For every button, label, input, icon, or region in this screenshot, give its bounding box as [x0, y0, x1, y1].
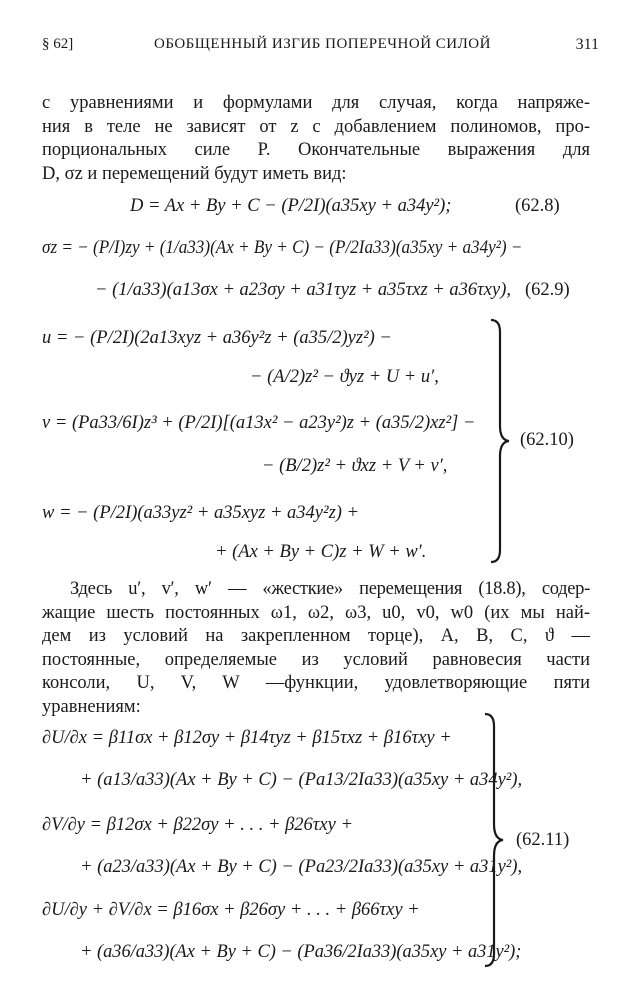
equation-v-line1: v = (Pa33/6I)z³ + (P/2I)[(a13x² − a23y²)z + (a35/2)xz²] −: [42, 413, 476, 433]
text-line: порциональных силе P. Окончательные выражения для: [42, 140, 590, 160]
text-line: уравнениям:: [42, 696, 141, 717]
text-line: консоли, U, V, W —функции, удовлетворяющие пяти: [42, 673, 590, 693]
equation-62-11-line6: + (a36/a33)(Ax + By + C) − (Pa36/2Ia33)(a35xy + a31y²);: [80, 942, 522, 962]
equation-62-11-line4: + (a23/a33)(Ax + By + C) − (Pa23/2Ia33)(a35xy + a31y²),: [80, 857, 523, 877]
equation-62-11-line3: ∂V/∂y = β12σx + β22σy + . . . + β26τxy +: [42, 815, 353, 835]
equation-62-11-line1: ∂U/∂x = β11σx + β12σy + β14τyz + β15τxz + β16τxy +: [42, 728, 452, 748]
text-line: ния в теле не зависят от z с добавлением полиномов, про-: [42, 116, 590, 137]
equation-tag: (62.9): [525, 280, 570, 300]
equation-u-line2: − (A/2)z² − ϑyz + U + u′,: [250, 367, 439, 387]
equation-tag: (62.11): [516, 830, 570, 850]
equation-tag: (62.10): [520, 430, 574, 450]
text-line: Здесь u′, v′, w′ — «жесткие» перемещения (18.8), содер-: [70, 579, 590, 599]
text-line: D, σz и перемещений будут иметь вид:: [42, 163, 347, 184]
text-line: постоянные, определяемые из условий равновесия части: [42, 649, 590, 670]
intro-paragraph: [42, 92, 590, 186]
equation-u-line1: u = − (P/2I)(2a13xyz + a36y²z + (a35/2)yz²) −: [42, 328, 392, 348]
chapter-title: ОБОБЩЕННЫЙ ИЗГИБ ПОПЕРЕЧНОЙ СИЛОЙ: [154, 36, 491, 52]
equation-62-9-line2: − (1/a33)(a13σx + a23σy + a31τyz + a35τxz + a36τxy),: [95, 280, 511, 300]
equation-62-9-line1: σz = − (P/I)zy + (1/a33)(Ax + By + C) − (P/2Ia33)(a35xy + a34y²) −: [42, 238, 523, 258]
equation-62-11-line2: + (a13/a33)(Ax + By + C) − (Pa13/2Ia33)(a35xy + a34y²),: [80, 770, 523, 790]
section-marker: § 62]: [42, 36, 74, 52]
right-brace: [488, 318, 512, 564]
running-head: [42, 36, 599, 60]
page-number: 311: [575, 36, 599, 53]
equation-62-11-line5: ∂U/∂y + ∂V/∂x = β16σx + β26σy + . . . + β66τxy +: [42, 900, 420, 920]
middle-paragraph: [42, 578, 590, 719]
equation-w-line2: + (Ax + By + C)z + W + w′.: [215, 542, 427, 562]
equation-tag: (62.8): [515, 196, 560, 216]
equation-w-line1: w = − (P/2I)(a33yz² + a35xyz + a34y²z) +: [42, 503, 360, 523]
equation-v-line2: − (B/2)z² + ϑxz + V + v′,: [262, 456, 448, 476]
equation-62-8: D = Ax + By + C − (P/2I)(a35xy + a34y²);: [130, 196, 452, 216]
text-line: дем из условий на закрепленном торце), A, B, C, ϑ —: [42, 626, 590, 646]
text-line: жащие шесть постоянных ω1, ω2, ω3, u0, v0, w0 (их мы най-: [42, 602, 590, 623]
right-brace: [482, 712, 506, 968]
text-line: с уравнениями и формулами для случая, когда напряже-: [42, 93, 590, 113]
